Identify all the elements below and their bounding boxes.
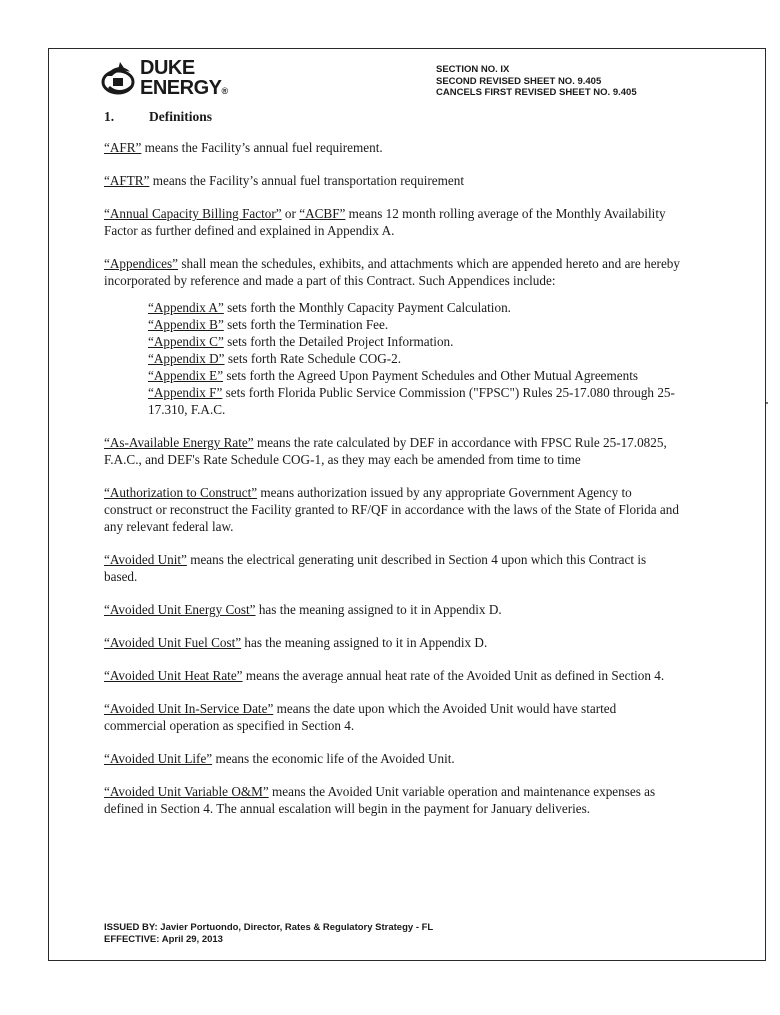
list-item: “Appendix A” sets forth the Monthly Capacity Payment Calculation. — [148, 300, 511, 315]
definition-avoided-unit-life: “Avoided Unit Life” means the economic life of the Avoided Unit. — [104, 751, 455, 766]
list-item: “Appendix F” sets forth Florida Public Service Commission ("FPSC") Rules 25-17.080 through 25-17.310, F.A.C. — [148, 385, 675, 417]
defined-term: “Avoided Unit Variable O&M” — [104, 784, 269, 799]
issued-by: ISSUED BY: Javier Portuondo, Director, Rates & Regulatory Strategy - FL — [104, 922, 434, 933]
effective-date: EFFECTIVE: April 29, 2013 — [104, 933, 223, 945]
definition-acbf: “Annual Capacity Billing Factor” or “ACBF” means 12 month rolling average of the Monthly Availability Factor as further defined and explained in Appendix A. — [104, 206, 666, 238]
list-item: “Appendix D” sets forth Rate Schedule COG-2. — [148, 351, 402, 366]
defined-term: “Appendices” — [104, 256, 178, 271]
definition-avoided-unit-variable-om: “Avoided Unit Variable O&M” means the Avoided Unit variable operation and maintenance expenses as defined in Section 4. The annual escalation will begin in the payment for January deliveries. — [104, 784, 656, 816]
definition-avoided-unit-in-service-date: “Avoided Unit In-Service Date” means the date upon which the Avoided Unit would have started commercial operation as specified in Section 4. — [104, 701, 617, 733]
heading-number: 1. — [104, 109, 115, 124]
definition-as-available-energy-rate: “As-Available Energy Rate” means the rate calculated by DEF in accordance with FPSC Rule 25-17.0825, F.A.C., and DEF's Rate Schedule COG-1, as they may each be amended from time to time — [104, 435, 667, 467]
definition-avoided-unit-heat-rate: “Avoided Unit Heat Rate” means the average annual heat rate of the Avoided Unit as defined in Section 4. — [104, 668, 665, 683]
definition-authorization-to-construct: “Authorization to Construct” means authorization issued by any appropriate Government Agency to construct or reconstruct the Facility granted to RF/QF in accordance with the laws of the State of Florida and any relevant federal law. — [104, 485, 679, 534]
defined-term: “Avoided Unit Heat Rate” — [104, 668, 243, 683]
scan-speck — [766, 402, 768, 404]
revised-sheet: SECOND REVISED SHEET NO. 9.405 — [436, 75, 602, 87]
definition-avoided-unit: “Avoided Unit” means the electrical generating unit described in Section 4 upon which this Contract is based. — [104, 552, 647, 584]
defined-term: “Avoided Unit Energy Cost” — [104, 602, 256, 617]
defined-term: “AFR” — [104, 140, 142, 155]
duke-energy-logo — [98, 58, 258, 102]
document-body — [104, 108, 680, 817]
logo-line-duke: DUKE — [140, 57, 195, 79]
defined-term: “Avoided Unit Fuel Cost” — [104, 635, 242, 650]
section-number: SECTION NO. IX — [436, 64, 510, 75]
footer — [104, 922, 433, 945]
list-item: “Appendix B” sets forth the Termination Fee. — [148, 317, 389, 332]
defined-term: “Authorization to Construct” — [104, 485, 258, 500]
duke-energy-globe-icon — [98, 58, 138, 102]
defined-term: “As-Available Energy Rate” — [104, 435, 254, 450]
list-item: “Appendix E” sets forth the Agreed Upon Payment Schedules and Other Mutual Agreements — [148, 368, 639, 383]
defined-term: “Avoided Unit Life” — [104, 751, 213, 766]
cancels-sheet: CANCELS FIRST REVISED SHEET NO. 9.405 — [436, 87, 637, 98]
logo-line-energy: ENERGY — [140, 77, 222, 99]
section-heading — [104, 108, 680, 125]
sheet-info — [436, 64, 637, 99]
appendix-list — [148, 299, 680, 418]
list-item: “Appendix C” sets forth the Detailed Project Information. — [148, 334, 454, 349]
defined-term: “Annual Capacity Billing Factor” — [104, 206, 282, 221]
heading-title: Definitions — [149, 109, 213, 124]
defined-term: “Avoided Unit In-Service Date” — [104, 701, 274, 716]
defined-term: “ACBF” — [299, 206, 346, 221]
definition-afr: “AFR” means the Facility’s annual fuel requirement. — [104, 140, 383, 155]
definition-avoided-unit-energy-cost: “Avoided Unit Energy Cost” has the meaning assigned to it in Appendix D. — [104, 602, 502, 617]
definition-avoided-unit-fuel-cost: “Avoided Unit Fuel Cost” has the meaning assigned to it in Appendix D. — [104, 635, 488, 650]
defined-term: “AFTR” — [104, 173, 150, 188]
definition-aftr: “AFTR” means the Facility’s annual fuel transportation requirement — [104, 173, 464, 188]
registered-mark: ® — [221, 86, 228, 96]
defined-term: “Avoided Unit” — [104, 552, 187, 567]
definition-appendices: “Appendices” shall mean the schedules, exhibits, and attachments which are appended hereto and are hereby incorporated by reference and made a part of this Contract. Such Appendices include: — [104, 256, 680, 288]
